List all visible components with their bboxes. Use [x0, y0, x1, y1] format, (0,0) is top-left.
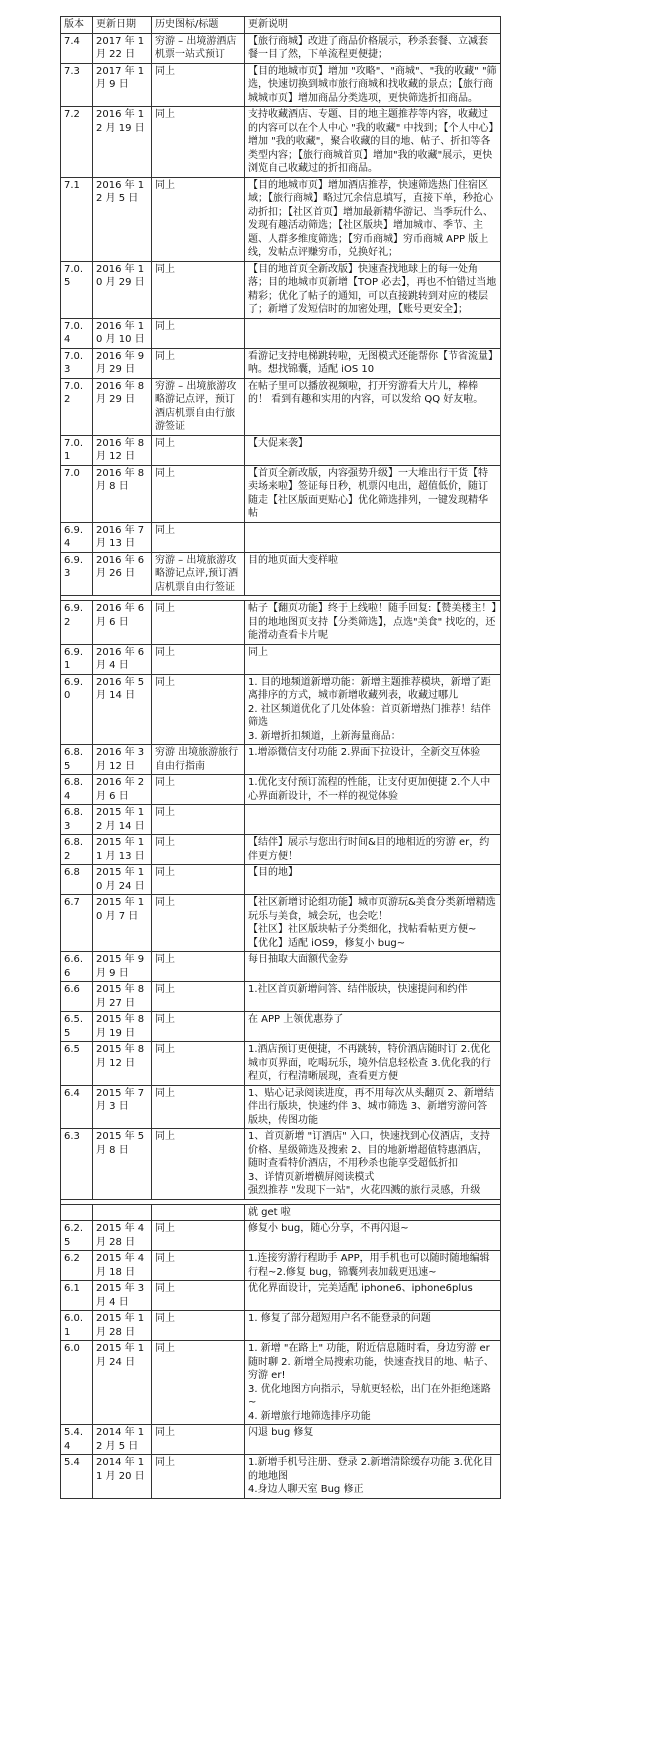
title-cell: 同上 — [152, 435, 245, 465]
date-cell: 2016 年 10 月 10 日 — [93, 318, 152, 348]
table-row — [61, 261, 501, 318]
version-cell: 7.0.1 — [61, 435, 93, 465]
table-row — [61, 1455, 501, 1499]
version-cell: 5.4.4 — [61, 1425, 93, 1455]
table-row — [61, 601, 501, 645]
notes-cell — [245, 1042, 501, 1086]
version-cell: 6.9.2 — [61, 601, 93, 645]
table-row — [61, 1129, 501, 1200]
title-cell: 同上 — [152, 177, 245, 261]
title-cell: 穷游 出境旅游旅行自由行指南 — [152, 745, 245, 775]
notes-line: 1、贴心记录阅读进度，再不用每次从头翻页 2、新增结伴出行版块，快速约伴 3、城市筛选 3、新增穷游问答版块，传图功能 — [248, 1087, 494, 1126]
notes-cell — [245, 1281, 501, 1311]
notes-line: 4.身边人聊天室 Bug 修正 — [248, 1484, 364, 1495]
notes-cell — [245, 952, 501, 982]
table-row — [61, 1311, 501, 1341]
header-title: 历史图标/标题 — [152, 17, 245, 34]
table-row — [61, 1281, 501, 1311]
date-cell: 2015 年 11 月 13 日 — [93, 835, 152, 865]
notes-cell — [245, 522, 501, 552]
version-cell: 7.1 — [61, 177, 93, 261]
version-cell: 6.8.4 — [61, 775, 93, 805]
title-cell: 同上 — [152, 1042, 245, 1086]
title-cell: 同上 — [152, 1341, 245, 1425]
notes-cell — [245, 1251, 501, 1281]
version-cell: 6.9.4 — [61, 522, 93, 552]
notes-line: 【大促来袭】 — [248, 437, 308, 449]
table-row — [61, 33, 501, 63]
table-row — [61, 1221, 501, 1251]
notes-cell — [245, 601, 501, 645]
version-cell: 6.3 — [61, 1129, 93, 1200]
version-cell: 6.5 — [61, 1042, 93, 1086]
notes-cell — [245, 1221, 501, 1251]
table-row — [61, 435, 501, 465]
notes-line: 1.社区首页新增问答、结伴版块，快速提问和约伴 — [248, 984, 468, 995]
table-row — [61, 348, 501, 378]
table-row — [61, 378, 501, 435]
title-cell — [152, 1204, 245, 1221]
notes-cell — [245, 348, 501, 378]
date-cell: 2015 年 1 月 28 日 — [93, 1311, 152, 1341]
date-cell: 2014 年 12 月 5 日 — [93, 1425, 152, 1455]
notes-cell — [245, 261, 501, 318]
date-cell: 2016 年 6 月 4 日 — [93, 644, 152, 674]
version-cell — [61, 1204, 93, 1221]
notes-line: 1.连接穷游行程助手 APP，用手机也可以随时随地编辑行程~2.修复 bug，锦囊列表加载更迅速~ — [248, 1253, 490, 1278]
table-row — [61, 465, 501, 522]
date-cell: 2016 年 8 月 12 日 — [93, 435, 152, 465]
notes-cell — [245, 1455, 501, 1499]
notes-cell — [245, 177, 501, 261]
notes-line: 4. 新增旅行地筛选排序功能 — [248, 1410, 371, 1422]
table-row — [61, 805, 501, 835]
table-row — [61, 1012, 501, 1042]
notes-line: 1. 新增 "在路上" 功能，附近信息随时看，身边穷游 er 随时聊 2. 新增全局搜索功能，快速查找目的地、帖子、穷游 er! — [248, 1343, 494, 1381]
notes-line: 修复小 bug，随心分享，不再闪退~ — [248, 1223, 409, 1234]
title-cell: 穷游 – 出境旅游攻略游记点评，预订酒店机票自由行旅游签证 — [152, 378, 245, 435]
title-cell: 同上 — [152, 674, 245, 745]
version-cell: 6.5.5 — [61, 1012, 93, 1042]
notes-cell — [245, 644, 501, 674]
date-cell: 2015 年 8 月 27 日 — [93, 982, 152, 1012]
date-cell: 2015 年 12 月 14 日 — [93, 805, 152, 835]
title-cell: 同上 — [152, 775, 245, 805]
version-cell: 5.4 — [61, 1455, 93, 1499]
title-cell: 同上 — [152, 318, 245, 348]
notes-cell — [245, 1129, 501, 1200]
notes-line: 1. 修复了部分超短用户名不能登录的问题 — [248, 1313, 431, 1324]
version-cell: 7.0.3 — [61, 348, 93, 378]
date-cell: 2016 年 6 月 6 日 — [93, 601, 152, 645]
notes-cell — [245, 63, 501, 107]
date-cell: 2015 年 1 月 24 日 — [93, 1341, 152, 1425]
table-row — [61, 745, 501, 775]
table-row — [61, 895, 501, 952]
version-cell: 6.1 — [61, 1281, 93, 1311]
notes-cell — [245, 805, 501, 835]
table-header-row — [61, 17, 501, 34]
notes-cell — [245, 1204, 501, 1221]
version-cell: 6.8 — [61, 865, 93, 895]
notes-cell — [245, 33, 501, 63]
title-cell: 同上 — [152, 348, 245, 378]
title-cell: 同上 — [152, 895, 245, 952]
title-cell: 同上 — [152, 835, 245, 865]
update-history-table — [60, 16, 501, 1499]
notes-cell — [245, 1311, 501, 1341]
notes-cell — [245, 1012, 501, 1042]
version-cell: 6.2.5 — [61, 1221, 93, 1251]
notes-line: 【旅行商城】改进了商品价格展示，秒杀套餐、立减套餐一目了然，下单流程更便捷； — [248, 35, 488, 60]
table-row — [61, 63, 501, 107]
notes-line: 1.优化支付预订流程的性能，让支付更加便捷 2.个人中心界面新设计，不一样的视觉体验 — [248, 777, 491, 802]
table-row — [61, 644, 501, 674]
date-cell: 2015 年 8 月 19 日 — [93, 1012, 152, 1042]
notes-line: 1.增添微信支付功能 2.界面下拉设计，全新交互体验 — [248, 747, 481, 758]
table-row — [61, 177, 501, 261]
title-cell: 同上 — [152, 1425, 245, 1455]
notes-line: 闪退 bug 修复 — [248, 1427, 314, 1438]
notes-line: 【社区】社区版块帖子分类细化，找帖看帖更方便~ — [248, 924, 477, 935]
notes-line: 1.新增手机号注册、登录 2.新增清除缓存功能 3.优化目的地地图 — [248, 1457, 493, 1482]
date-cell: 2015 年 9 月 9 日 — [93, 952, 152, 982]
table-row — [61, 318, 501, 348]
notes-line: 1.酒店预订更便捷，不再跳转，特价酒店随时订 2.优化城市页界面，吃喝玩乐，境外信息轻松查 3.优化我的行程页，行程清晰展现，查看更方便 — [248, 1044, 491, 1082]
date-cell: 2016 年 8 月 29 日 — [93, 378, 152, 435]
notes-cell — [245, 552, 501, 596]
notes-line: 看游记支持电梯跳转啦，无图模式还能帮你【节省流量】呐。想找锦囊，适配 iOS 10 — [248, 350, 493, 375]
notes-cell — [245, 865, 501, 895]
table-row — [61, 107, 501, 178]
date-cell: 2014 年 11 月 20 日 — [93, 1455, 152, 1499]
title-cell: 同上 — [152, 982, 245, 1012]
notes-line: 【目的地城市页】增加酒店推荐，快速筛选热门住宿区域；【旅行商城】略过冗余信息填写，直接下单，秒抢心动折扣；【社区首页】增加最新精华游记、当季玩什么、发现有趣活动筛选；【社区版块】增加城市、季节、主题、人群多维度筛选；【穷币商城】穷币商城 APP 版上线，发帖点评赚穷币，兑换好礼； — [248, 179, 493, 258]
notes-line: 3、详情页新增横屏阅读模式 — [248, 1171, 375, 1183]
title-cell: 同上 — [152, 1085, 245, 1129]
title-cell: 同上 — [152, 644, 245, 674]
title-cell: 穷游 – 出境旅游攻略游记点评,预订酒店机票自由行签证 — [152, 552, 245, 596]
table-row — [61, 775, 501, 805]
date-cell: 2015 年 10 月 24 日 — [93, 865, 152, 895]
date-cell: 2016 年 12 月 19 日 — [93, 107, 152, 178]
date-cell: 2016 年 9 月 29 日 — [93, 348, 152, 378]
date-cell: 2016 年 10 月 29 日 — [93, 261, 152, 318]
table-row — [61, 1341, 501, 1425]
notes-cell — [245, 378, 501, 435]
version-cell: 7.0 — [61, 465, 93, 522]
version-cell: 6.7 — [61, 895, 93, 952]
notes-line: 【目的地】 — [248, 867, 298, 878]
notes-line: 2. 社区频道优化了几处体验：首页新增热门推荐！结伴筛选 — [248, 703, 491, 728]
date-cell: 2015 年 8 月 12 日 — [93, 1042, 152, 1086]
notes-line: 目的地页面大变样啦 — [248, 554, 338, 566]
notes-line: 【目的地城市页】增加 "攻略"、"商城"、"我的收藏" "筛选，快速切换到城市旅行商城和找收藏的景点；【旅行商城城市页】增加商品分类选项，更快筛选折扣商品。 — [248, 65, 497, 104]
notes-cell — [245, 745, 501, 775]
date-cell: 2016 年 8 月 8 日 — [93, 465, 152, 522]
date-cell: 2016 年 5 月 14 日 — [93, 674, 152, 745]
title-cell: 同上 — [152, 1455, 245, 1499]
notes-line: 【结伴】展示与您出行时间&目的地相近的穷游 er，约伴更方便！ — [248, 837, 490, 862]
date-cell: 2017 年 1 月 22 日 — [93, 33, 152, 63]
notes-line: 就 get 啦 — [248, 1206, 291, 1218]
title-cell: 同上 — [152, 805, 245, 835]
title-cell: 同上 — [152, 1251, 245, 1281]
notes-line: 支持收藏酒店、专题、目的地主题推荐等内容，收藏过的内容可以在个人中心 "我的收藏" 中找到；【个人中心】增加 "我的收藏"，聚合收藏的目的地、帖子、折扣等各类型内容；【旅行商城首页】增加"我的收藏"展示，更快浏览自己收藏过的折扣商品。 — [248, 109, 494, 174]
notes-line: 在 APP 上领优惠券了 — [248, 1014, 344, 1025]
table-row — [61, 1085, 501, 1129]
title-cell: 同上 — [152, 865, 245, 895]
notes-cell — [245, 435, 501, 465]
title-cell: 同上 — [152, 465, 245, 522]
notes-cell — [245, 1085, 501, 1129]
date-cell: 2015 年 3 月 4 日 — [93, 1281, 152, 1311]
notes-line: 3. 新增折扣频道，上新海量商品： — [248, 730, 401, 742]
title-cell: 同上 — [152, 63, 245, 107]
table-row — [61, 835, 501, 865]
date-cell: 2015 年 4 月 18 日 — [93, 1251, 152, 1281]
notes-cell — [245, 107, 501, 178]
notes-line: 每日抽取大面额代金券 — [248, 954, 348, 965]
version-cell: 7.2 — [61, 107, 93, 178]
notes-cell — [245, 465, 501, 522]
version-cell: 7.0.5 — [61, 261, 93, 318]
title-cell: 同上 — [152, 261, 245, 318]
notes-line: 【目的地首页全新改版】快速查找地球上的每一处角落；目的地城市页新增【TOP 必去】，再也不怕错过当地精彩；优化了帖子的通知，可以直接跳转到对应的楼层了；新增了发短信时的加密处理，【账号更安全】； — [248, 263, 497, 315]
table-row — [61, 522, 501, 552]
title-cell: 同上 — [152, 601, 245, 645]
notes-line: 1、首页新增 "订酒店" 入口，快速找到心仪酒店，支持价格、星级筛选及搜索 2、目的地新增超值特惠酒店，随时查看特价酒店，不用秒杀也能享受超低折扣 — [248, 1131, 490, 1169]
title-cell: 同上 — [152, 952, 245, 982]
notes-line: 3. 优化地图方向指示，导航更轻松，出门在外拒绝迷路~ — [248, 1383, 491, 1408]
version-cell: 6.0.1 — [61, 1311, 93, 1341]
version-cell: 6.4 — [61, 1085, 93, 1129]
table-row — [61, 552, 501, 596]
version-cell: 6.8.3 — [61, 805, 93, 835]
date-cell — [93, 1204, 152, 1221]
notes-line: 优化界面设计，完美适配 iphone6、iphone6plus — [248, 1283, 473, 1294]
date-cell: 2017 年 1 月 9 日 — [93, 63, 152, 107]
notes-line: 同上 — [248, 646, 268, 658]
table-row — [61, 1425, 501, 1455]
version-cell: 6.0 — [61, 1341, 93, 1425]
title-cell: 同上 — [152, 1281, 245, 1311]
date-cell: 2016 年 2 月 6 日 — [93, 775, 152, 805]
notes-cell — [245, 775, 501, 805]
title-cell: 同上 — [152, 107, 245, 178]
date-cell: 2015 年 10 月 7 日 — [93, 895, 152, 952]
version-cell: 7.0.4 — [61, 318, 93, 348]
notes-cell — [245, 982, 501, 1012]
table-row — [61, 1251, 501, 1281]
version-cell: 7.4 — [61, 33, 93, 63]
notes-cell — [245, 1341, 501, 1425]
version-cell: 6.9.3 — [61, 552, 93, 596]
notes-line: 在帖子里可以播放视频啦，打开穷游看大片儿，棒棒的！ 看到有趣和实用的内容，可以发给 QQ 好友啦。 — [248, 380, 484, 405]
date-cell: 2016 年 3 月 12 日 — [93, 745, 152, 775]
notes-line: 1. 目的地频道新增功能：新增主题推荐模块，新增了距离排序的方式，城市新增收藏列表，收藏过哪儿 — [248, 676, 491, 701]
date-cell: 2016 年 7 月 13 日 — [93, 522, 152, 552]
notes-line: 【优化】适配 iOS9，修复小 bug~ — [248, 937, 406, 949]
table-body — [61, 33, 501, 1498]
version-cell: 6.2 — [61, 1251, 93, 1281]
version-cell: 6.9.1 — [61, 644, 93, 674]
update-history-document — [60, 16, 500, 1499]
version-cell: 7.3 — [61, 63, 93, 107]
table-row — [61, 952, 501, 982]
header-notes: 更新说明 — [245, 17, 501, 34]
notes-line: 【社区新增讨论组功能】城市页游玩&美食分类新增精选玩乐与美食，城会玩，也会吃！ — [248, 897, 496, 922]
notes-line: 【首页全新改版，内容强势升级】一大堆出行干货【特卖场来啦】签证每日秒，机票闪电出，超值低价，随订随走【社区版面更贴心】优化筛选排列，一键发现精华帖 — [248, 467, 488, 519]
title-cell: 同上 — [152, 522, 245, 552]
table-row — [61, 1204, 501, 1221]
notes-cell — [245, 835, 501, 865]
version-cell: 6.9.0 — [61, 674, 93, 745]
title-cell: 同上 — [152, 1129, 245, 1200]
table-row — [61, 982, 501, 1012]
version-cell: 6.8.5 — [61, 745, 93, 775]
date-cell: 2015 年 5 月 8 日 — [93, 1129, 152, 1200]
table-row — [61, 865, 501, 895]
notes-line: 帖子【翻页功能】终于上线啦！随手回复:【赞美楼主！】目的地地图页支持【分类筛选】，点选"美食" 找吃的，还能滑动查看卡片呢 — [248, 603, 497, 641]
notes-line: 强烈推荐 "发现下一站"，火花四溅的旅行灵感，升级 — [248, 1185, 481, 1196]
notes-cell — [245, 1425, 501, 1455]
date-cell: 2016 年 12 月 5 日 — [93, 177, 152, 261]
header-version: 版本 — [61, 17, 93, 34]
date-cell: 2015 年 4 月 28 日 — [93, 1221, 152, 1251]
title-cell: 穷游 – 出境游酒店机票一站式预订 — [152, 33, 245, 63]
notes-cell — [245, 674, 501, 745]
version-cell: 7.0.2 — [61, 378, 93, 435]
title-cell: 同上 — [152, 1221, 245, 1251]
date-cell: 2015 年 7 月 3 日 — [93, 1085, 152, 1129]
notes-cell — [245, 895, 501, 952]
table-row — [61, 1042, 501, 1086]
date-cell: 2016 年 6 月 26 日 — [93, 552, 152, 596]
title-cell: 同上 — [152, 1311, 245, 1341]
version-cell: 6.6 — [61, 982, 93, 1012]
header-date: 更新日期 — [93, 17, 152, 34]
title-cell: 同上 — [152, 1012, 245, 1042]
version-cell: 6.8.2 — [61, 835, 93, 865]
notes-cell — [245, 318, 501, 348]
version-cell: 6.6.6 — [61, 952, 93, 982]
table-row — [61, 674, 501, 745]
